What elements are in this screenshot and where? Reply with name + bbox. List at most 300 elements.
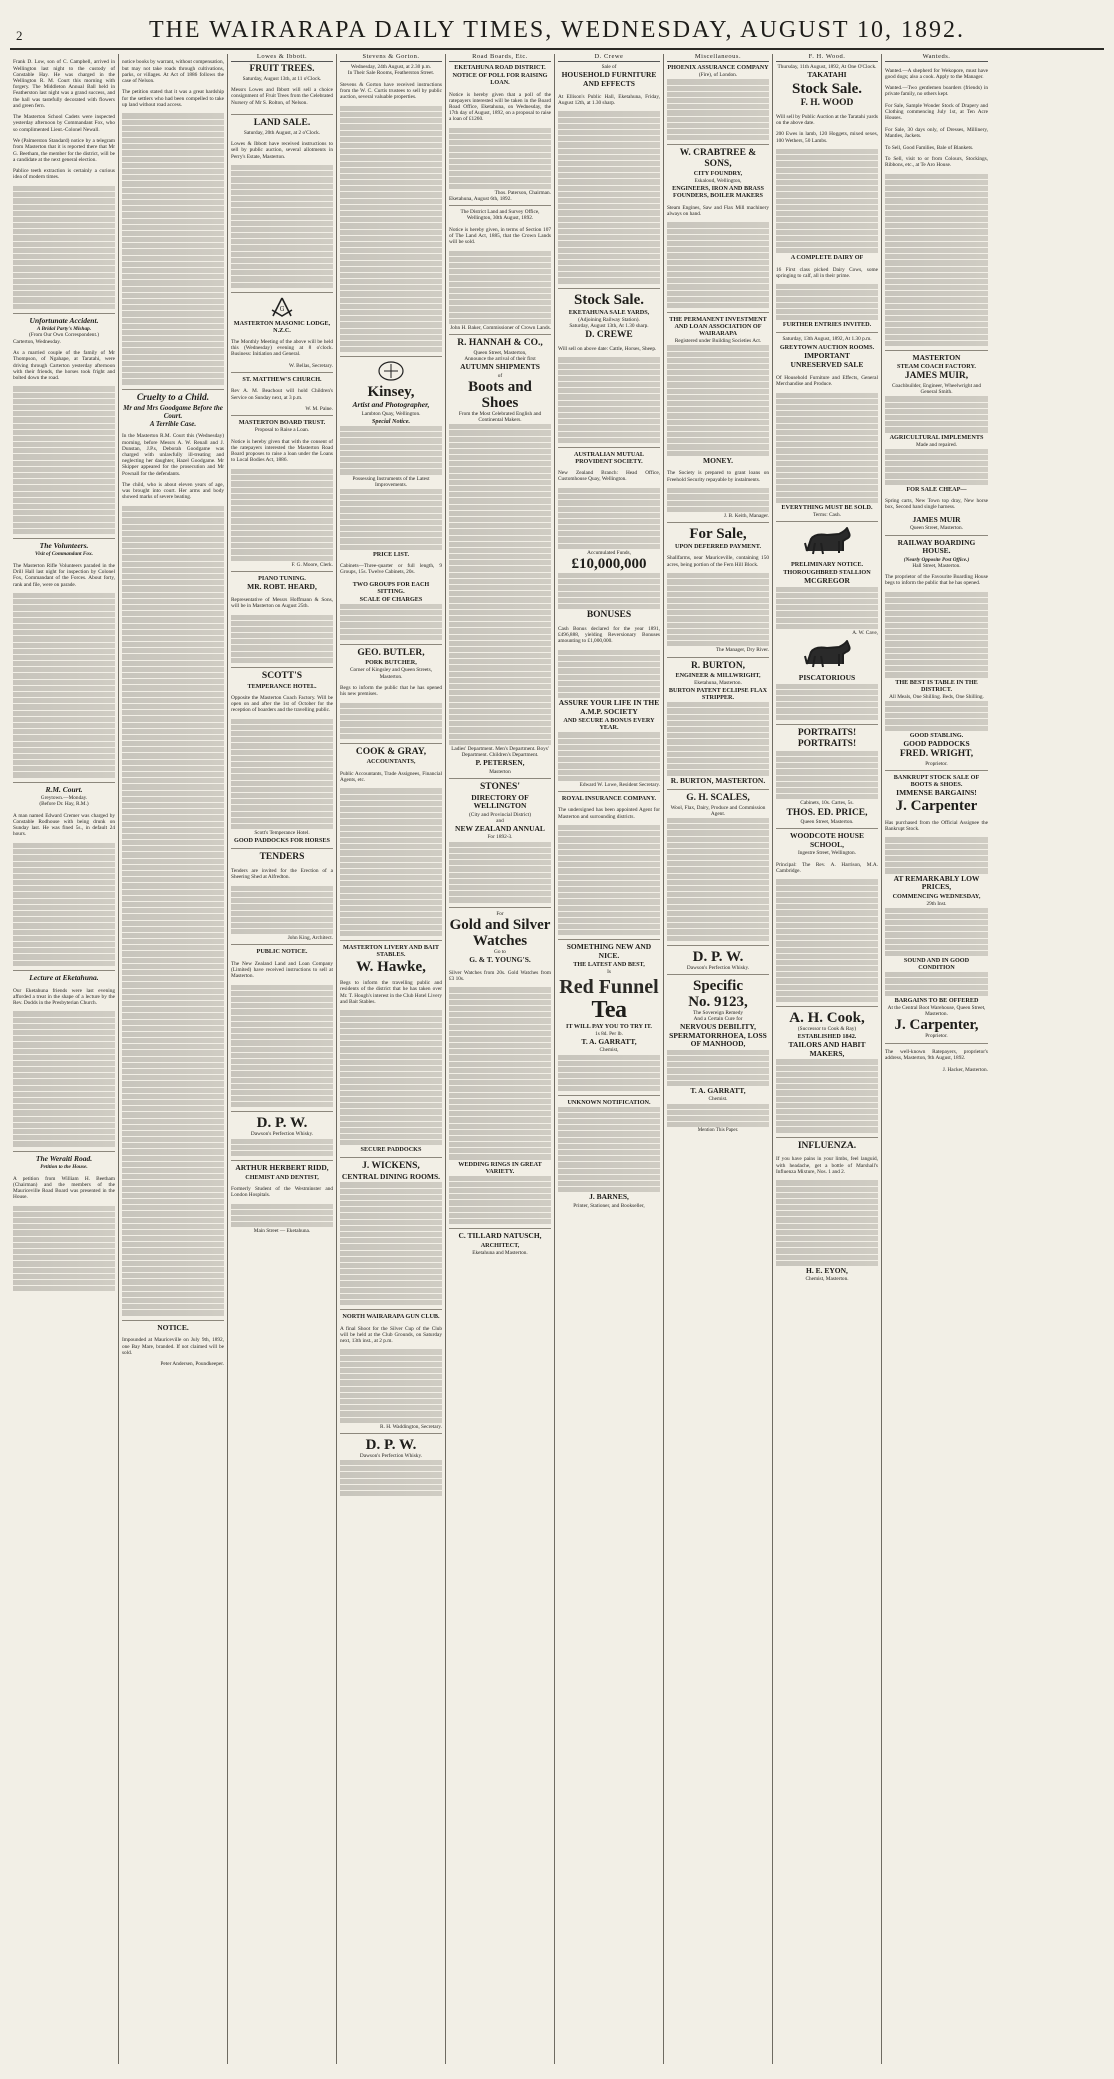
watches-ad [449,911,551,1230]
ad-text: Notice is hereby given that with the consent of the ratepayers interested the Masterton Road Board proposes to raise a loan under the Loans to Local Bodies Act, 1886. [231,438,333,464]
ad-text: Of Household Furniture and Effects, General Merchandise and Produce. [776,374,878,388]
ad-heading: STONES' [480,782,520,793]
ad-text: Notice is hereby given, in terms of Section 107 of The Land Act, 1885, that the Crown Lands will be sold. [449,226,551,246]
ad-rings: WEDDING RINGS IN GREAT VARIETY. [458,1160,542,1175]
ad-heading: PUBLIC NOTICE. [256,948,308,956]
column-heading: D. Crewe [558,54,660,62]
article-heading: Unfortunate Accident. [29,315,99,325]
ad-special: Special Notice. [371,418,411,426]
article-subheading: Visit of Commandant Fox. [35,551,93,558]
ad-bargains: IMMENSE BARGAINS! [896,787,977,797]
ad-text: The New Zealand Land and Loan Company (Limited) have received instructions to sell at Masterton. [231,960,333,980]
ad-heading: D. P. W. [692,948,744,965]
ad-signature: W. M. Paine. [305,406,333,413]
influenza-ad [776,1141,878,1286]
ad-is: Is [607,969,611,976]
ad-subheading: CITY FOUNDRY, [693,170,743,178]
ad-table: THE BEST IS TABLE IN THE DISTRICT. [895,678,978,693]
ad-heading: WOODCOTE HOUSE SCHOOL, [790,831,864,849]
ad-subheading: UNRESERVED SALE [790,360,864,370]
ad-heading: ROYAL INSURANCE COMPANY. [561,795,657,803]
ad-subheading-2: (Adjoining Railway Station). [578,316,640,323]
ad-address-2: Masterton [489,768,511,775]
ad-mention: Mention This Paper. [697,1128,739,1134]
ad-horse-name-2: PISCATORIOUS [798,673,856,683]
news-block [13,59,115,313]
article-text: Our Eketahuna friends were last evening afforded a treat in the shape of a lecture by the Rev. Dodds in the Presbyterian Church. [13,987,115,1006]
ad-heading: A. H. Cook, [789,1010,865,1027]
ad-heading: MASTERTON MASONIC LODGE, N.Z.C. [233,319,331,334]
ad-paddocks: GOOD PADDOCKS FOR HORSES [234,837,330,845]
ad-text: Dawson's Perfection Whisky. [250,1131,314,1138]
ad-heading: PIANO TUNING. [258,575,306,582]
ad-name: FRED. WRIGHT, [899,749,974,760]
ad-for: For [496,910,504,917]
ad-subheading: STEAM COACH FACTORY. [897,363,976,371]
article-subheading: Petition to the House. [40,1164,88,1171]
ad-year: For 1892-3. [487,834,513,841]
ad-text: Opposite the Masterton Coach Factory. Will be open on and after the 1st of October for the reception of boarders and the travelling public. [231,694,333,714]
dpw-ad-3 [667,949,769,975]
news-note: The Masterton School Cadets were inspected yesterday afternoon by Commandant Fox, who so complimented Lieut.-Colonel Newall. [13,114,115,133]
crewe-stock-sale-ad [558,292,660,448]
article-dateline: Greytown.—Monday. [40,795,88,802]
ad-date: Saturday, August 13th, At 1.30 sharp. [569,322,649,329]
ad-assure-sub: AND SECURE A BONUS EVERY YEAR. [563,717,655,732]
ad-date: Saturday, 20th August, at 2 o'Clock. [243,129,321,136]
weraiti-road-article [13,1155,115,1296]
column-5 [446,54,555,2064]
notice-signature: Peter Andersen, Poundkeeper. [160,1361,224,1368]
ad-paddocks: GOOD PADDOCKS [903,738,970,748]
ad-subheading: ENGINEER & MILLWRIGHT, [675,672,761,680]
ad-price: 1s 8d. Per lb. [595,1030,623,1037]
ad-address: Queen Street, Masterton. [800,819,854,826]
ad-of: of [497,372,503,379]
gun-club-ad [340,1313,442,1434]
ad-date: Saturday, August 13th, at 11 o'Clock. [242,75,322,82]
ad-heading: COOK & GRAY, [355,746,427,757]
ad-go: Go to [494,948,506,955]
article-source: (Before Dr. Hay, R.M.) [39,801,89,808]
article-heading: The Weraiti Road. [35,1153,93,1163]
permanent-investment-ad [667,316,769,523]
ad-prices: Cabinets, 10s. Cartes, 5s. [800,800,854,807]
news-text: notice books by warrant, without compensation, but may not take roads through cultivations, parks, or villages. At Act of 1886 follows the case of Nelson. [122,59,224,84]
article-text: The child, who is about eleven years of age, was brought into court. Her arms and body showed marks of severe beating. [122,482,224,501]
railway-boarding-house-ad [885,539,988,771]
fruit-trees-ad [231,64,333,115]
notice-text: Impounded at Mauriceville on July 9th, 1892, one Bay Mare, branded. If not claimed will be sold. [122,1337,224,1356]
ad-text: The Society is prepared to grant loans on Freehold Security repayable by instalments. [667,470,769,483]
ad-heading: W. CRABTREE & SONS, [679,148,757,169]
ad-established: ESTABLISHED 1842. [797,1033,857,1041]
ad-heading: ST. MATTHEW'S CHURCH. [242,376,322,384]
bankrupt-stock-ad [885,774,988,1044]
columns [10,54,1104,2064]
ad-subheading: PORK BUTCHER, [365,659,417,667]
ad-subheading: UPON DEFERRED PAYMENT. [675,543,761,551]
ad-subheading: (Nearly Opposite Post Office.) [903,556,970,563]
ad-heading: D. P. W. [365,1436,417,1453]
ad-heading: Stock Sale. [573,291,644,308]
ad-text: Will sell by Public Auction at the Taratahi yards on the above date. [776,113,878,126]
horse-icon [799,638,855,672]
ad-subheading: NOTICE OF POLL FOR RAISING LOAN. [452,72,548,87]
ad-text: Tenders are invited for the Erection of a Sheering Shed at Alfredton. [231,868,333,881]
ad-paddocks: SECURE PADDOCKS [360,1146,422,1154]
ad-subheading: TEMPERANCE HOTEL. [247,682,317,690]
ad-text: Formerly Student of the Westminster and London Hospitals. [231,1186,333,1199]
ad-heading: LAND SALE. [253,118,311,129]
ad-dairy-text: 16 First class picked Dairy Cows, some springing to calf, all in their prime. [776,266,878,279]
ad-address: Hall Street, Masterton. [912,562,961,569]
ad-name: THOS. ED. PRICE, [786,807,868,818]
ad-location: GREYTOWN AUCTION ROOMS. [779,343,875,351]
ad-product: BURTON PATENT ECLIPSE FLAX STRIPPER. [668,687,768,702]
article-heading: Cruelty to a Child. [136,392,210,403]
ad-address: Lambton Quay, Wellington. [361,410,421,417]
ad-heading: J. WICKENS, [362,1161,420,1172]
woodcote-school-ad [776,832,878,1007]
ad-signature: JAMES MUIR [912,514,961,524]
ad-heading: BANKRUPT STOCK SALE OF BOOTS & SHOES. [893,773,980,788]
column-heading: Road Boards, Etc. [449,54,551,62]
ad-subheading: Ingestre Street, Wellington. [797,850,857,857]
ad-further: FURTHER ENTRIES INVITED. [782,321,872,329]
column-8 [773,54,882,2064]
column-heading: Miscellaneous. [667,54,769,62]
ad-heading: INFLUENZA. [797,1140,857,1151]
wanted-ad: To Sell, Good Families, Bale of Blankets. [885,144,974,151]
ad-text: The undersigned has been appointed Agent for Masterton and surrounding districts. [558,807,660,820]
column-7 [664,54,773,2064]
news-block [122,59,224,389]
portraits-ad [776,728,878,829]
ad-commencing: COMMENCING WEDNESDAY, [892,892,981,900]
ad-bargains-2: BARGAINS TO BE OFFERED [894,996,979,1004]
ad-meals: All Meals, One Shilling. Beds, One Shilling. [889,693,984,700]
land-sale-ad [231,118,333,293]
ad-text: If you have pains in your limbs, feel languid, with headache, get a bottle of Marshall's Influenza Mixture, Nos. 1 and 2. [776,1156,878,1175]
ad-name: JAMES MUIR, [904,371,969,382]
ad-trade: TAILORS AND HABIT MAKERS, [788,1040,866,1058]
ad-heading: HOUSEHOLD FURNITURE AND EFFECTS [561,70,657,88]
ad-notice: PRELIMINARY NOTICE. [790,561,864,569]
ad-subheading: CHEMIST AND DENTIST, [245,1173,319,1181]
ad-name: G. & T. YOUNG'S. [469,954,531,964]
masonic-ad [231,296,333,373]
ad-chemist: T. A. GARRATT, [690,1085,746,1095]
article-heading: The Volunteers. [39,540,89,550]
ad-text: The proprietor of the Favourite Boarding House begs to inform the public that he has opened. [885,574,988,587]
ad-heading-2: PORTRAITS! [797,739,857,750]
royal-insurance-ad [558,795,660,940]
ad-text: At Ellison's Public Hall, Eketahuna, Friday, August 12th, at 1.30 sharp. [558,93,660,106]
ad-heading: AUSTRALIAN MUTUAL PROVIDENT SOCIETY. [574,450,644,465]
article-text: The Masterton Rifle Volunteers paraded in the Drill Hall last night for inspection by Colonel Fox, Commandant of the Forces. About forty, rank and file, were on parade. [13,562,115,588]
newspaper-title: THE WAIRARAPA DAILY TIMES, WEDNESDAY, AUGUST 10, 1892. [148,17,966,43]
article-text: A man named Edward Cremer was charged by Constable Rodhouse with being drunk on Sunday last. He was fined 5s., in default 24 hours. [13,812,115,838]
livery-stables-ad [340,944,442,1159]
ad-signature: Edward W. Lowe, Resident Secretary. [579,781,660,788]
ad-address: Queen Street, Masterton. [910,525,963,532]
tender-ad [231,852,333,945]
ad-low-prices: AT REMARKABLY LOW PRICES, [893,873,980,892]
wanted-ad: For Sale, Sample Wonder Stock of Drapery and Clothing commencing July 1st, at Ten Acre Houses. [885,102,988,122]
notice-signature: J. Hacker, Masterton. [942,1066,988,1073]
ad-subheading: Registered under Building Societies Act. [674,338,762,345]
ad-bonuses: BONUSES [586,610,632,621]
ad-proprietor: Proprietor. [925,1033,948,1040]
ad-implements: AGRICULTURAL IMPLEMENTS [889,433,984,441]
temperance-hotel-ad [231,671,333,849]
ad-subheading: EKETAHUNA SALE YARDS, [568,308,650,316]
ad-signature: Thos. Paterson, Chairman. [494,189,551,196]
ad-bonus-text: Cash Bonus declared for the year 1891, £496,888, yielding Reversionary Bonuses amounting to £1,000,000. [558,625,660,645]
eketahuna-road-ad [449,64,551,206]
ad-text: Principal: The Rev. A. Harrison, M.A. Cambridge. [776,861,878,874]
column-9 [882,54,991,2064]
ad-text: Silver Watches from 20s. Gold Watches from £3 10s. [449,969,551,982]
article-subheading-2: A Terrible Case. [149,420,197,429]
ad-heading: Gold and Silver [449,916,551,933]
ad-heading: TAKATAHI [807,70,847,80]
ad-for-sale: FOR SALE CHEAP— [906,485,967,493]
ad-name: J. BARNES, [589,1192,629,1202]
ad-subheading: Proposal to Raise a Loan. [254,427,310,434]
ad-address: Eketahuna, Masterton. [694,680,742,687]
volunteers-article [13,542,115,783]
ad-stabling: GOOD STABLING. [909,731,964,739]
article-subheading: Mr and Mrs Goodgame Before the Court. [123,404,223,421]
ad-heading: UNKNOWN NOTIFICATION. [567,1098,651,1106]
ad-must-sell: EVERYTHING MUST BE SOLD. [781,504,873,511]
ad-subheading: ACCOUNTANTS, [366,758,416,766]
stevens-gorton-ad [340,64,442,357]
ad-signature: P. PETERSEN, [475,758,525,768]
cruelty-article [122,393,224,1321]
ad-heading: SOMETHING NEW AND NICE. [566,942,652,960]
ad-proprietor: Proprietor. [925,760,948,767]
amp-society-ad [558,451,660,792]
ad-text: Begs to inform the public that he has opened his new premises. [340,685,442,698]
wanted-ads [885,68,988,351]
ad-price-text: Cabinets—Three-quarter or full length, 9 Groups, 15s. Twelve Cabinets, 20s. [340,563,442,576]
ad-warehouse: At the Central Boot Warehouse, Queen Street, Masterton. [887,1004,986,1018]
ad-text: Dawson's Perfection Whisky. [686,964,750,971]
lecture-article [13,974,115,1152]
ad-address: Wellington, 30th August, 1892. [466,215,534,222]
svg-text:G: G [279,305,285,313]
red-funnel-tea-ad [558,943,660,1095]
ad-text: Begs to inform the travelling public and residents of the district that he has taken over Mr. T. Hough's interest in the Club Hotel Livery and Bait Stables. [340,980,442,1005]
ad-funds-label: Accumulated Funds, [587,549,631,556]
ad-address: Eketahuna and Masterton. [472,1249,528,1256]
ad-chemist: T. A. GARRATT, [581,1036,637,1046]
loan-ad [231,419,333,572]
ad-commencing-date: 29th Inst. [926,900,947,907]
article-dateline: Carterton, Wednesday. [13,338,61,345]
ad-name: MR. ROBT. HEARD, [247,582,317,591]
ad-headline: AUTUMN SHIPMENTS [460,362,540,372]
ad-address: Main Street — Eketahuna. [253,1228,311,1235]
ad-heading: FRUIT TREES. [249,64,315,75]
specific-remedy-ad [667,978,769,1138]
ad-heading: EKETAHUNA ROAD DISTRICT. [454,64,546,72]
ad-trade: Chemist, Masterton. [805,1276,849,1283]
ad-heading: TENDERS [259,852,305,863]
wanted-ad: Wanted.—A shepherd for Wekopore, must have good dogs; also a cook. Apply to the Manager. [885,67,988,80]
ad-text-2: From the Most Celebrated English and Continental Makers. [458,410,542,423]
ad-signature: John H. Baker, Commissioner of Crown Lands. [450,324,551,331]
ad-heading: RAILWAY BOARDING HOUSE. [897,537,976,556]
ad-stock-list: 200 Ewes in lamb, 120 Hoggets, mixed sexes, 100 Wethers, 50 Lambs. [776,131,878,144]
article-heading: R.M. Court. [45,784,83,794]
ad-subheading: Watches [472,932,528,949]
ad-chemist-sub: Chemist. [708,1096,728,1103]
ad-text: New Zealand Branch: Head Office, Customhouse Quay, Wellington. [558,470,660,483]
ad-date: Eketahuna, August 6th, 1892. [449,195,512,202]
ad-heading: Kinsey, [367,384,415,401]
news-note: Pablice teeth extraction is certainly a curious idea of modern times. [13,168,115,181]
ad-trade: Coachbuilder, Engineer, Wheelwright and General Smith. [891,382,982,396]
ad-name: F. H. WOOD [800,97,854,108]
ad-trade: Printer, Stationer, and Bookseller, [573,1202,645,1209]
ad-text: A final Shoot for the Silver Cup of the Club will be held at the Club Grounds, on Saturday next, 13th inst., at 2 p.m. [340,1325,442,1344]
st-matthews-ad [231,376,333,416]
ad-money: MONEY. [703,455,733,465]
ad-name: H. E. EYON, [806,1265,848,1275]
ad-heading: MASTERTON LIVERY AND BAIT STABLES. [342,943,439,958]
natusch-ad [449,1232,551,1259]
ad-subheading: DIRECTORY OF WELLINGTON [471,792,529,811]
ad-name-2: J. Carpenter, [894,1017,979,1034]
ad-subheading-2: (City and Provincial District) [469,811,531,818]
news-text: The petition stated that it was a great hardship for the settlers who had been compelled to take up land without road access. [122,89,224,108]
ad-subheading: The Sovereign Remedy [692,1009,743,1016]
ad-heading: The District Land and Survey Office, [460,209,540,216]
ad-assure: ASSURE YOUR LIFE IN THE A.M.P. SOCIETY [558,698,660,716]
ad-signature: R. H. Waddington, Secretary. [380,1423,442,1430]
ad-text: Dawson's Perfection Whisky. [359,1452,423,1459]
ad-sale: Sale of [601,64,617,71]
ad-date: Saturday, 13th August, 1892, At 1.30 p.m. [782,336,872,343]
steam-coach-factory-ad [885,354,988,536]
ad-heading: IMPORTANT [804,350,850,360]
ad-condition: SOUND AND IN GOOD CONDITION [903,957,970,972]
ad-funds-amount: £10,000,000 [571,556,647,573]
ad-name: J. Carpenter [895,798,978,815]
ad-heading: PORTRAITS! [797,727,857,738]
ad-heading: SCOTT'S [261,671,303,681]
stones-directory-ad [449,782,551,907]
ad-signature: John King, Architect. [287,935,333,942]
horse-icon [799,525,855,559]
ad-heading: GEO. BUTLER, [357,647,425,658]
ad-text: Notice is hereby given that a poll of the ratepayers interested will be taken in the Board Road Office, Eketahuna, on Wednesday, the 17th day of August, 1892, on a proposal to raise a loan of £1260. [449,91,551,123]
butler-ad [340,648,442,744]
ad-implements-text: Made and repaired. [915,441,958,448]
news-text: Frank D. Low, son of C. Campbell, arrived in Wellington last night to the custody of Constable Hay. He was charged in the Wellington R. M. Court this morning with forgery. The Middleton Annual Ball held in Featherston last night was a grand success, and the hall was tastefully decorated with flowers and green fern. [13,59,115,109]
ad-signature: W. Bellas, Secretary. [288,362,333,369]
article-subheading: A Bridal Party's Mishap. [36,326,92,333]
ad-name: D. CREWE [585,330,633,341]
kinsey-ad [340,360,442,645]
wanted-ad: To Sell, visit to or from Colours, Stockings, Ribbons, etc., at Te Aro House. [885,156,988,169]
ad-signature: F. G. Moore, Clerk. [291,561,333,568]
ad-heading: D. P. W. [256,1115,308,1132]
ad-text: Will sell on above date: Cattle, Horses, Sheep. [558,345,657,352]
masthead [10,10,1104,50]
ad-and: and [496,817,504,824]
ad-text: Representative of Messrs Hoffmann & Sons, will be in Masterton on August 25th. [231,596,333,609]
article-heading: Lecture at Eketahuna. [29,972,99,982]
ad-date: Thursday, 11th August, 1892, At One O'Clock. [777,64,877,71]
notice-heading: NOTICE. [157,1322,189,1332]
column-heading: Wanteds. [885,54,988,62]
ad-subheading: Stock Sale. [791,80,862,97]
ad-heading: NORTH WAIRARAPA GUN CLUB. [342,1313,440,1321]
ad-heading: ARTHUR HERBERT RIDD, [235,1163,329,1173]
ad-signature: A. W. Cave, [852,630,878,637]
ad-number: No. 9123, [688,993,748,1010]
ad-heading: THE PERMANENT INVESTMENT AND LOAN ASSOCIATION OF WAIRARAPA [669,316,767,338]
column-heading: Lowes & Ibbott. [231,54,333,62]
ad-heading: For Sale, [689,526,747,543]
ad-for: And a Certain Cure for [693,1016,743,1023]
closing-notice [885,1049,988,1076]
ad-address: Queen Street, Masterton, [473,349,527,356]
piano-ad [231,575,333,668]
ad-ailments: NERVOUS DEBILITY, SPERMATORRHOEA, LOSS OF MANHOOD, [669,1022,767,1049]
ad-text: IT WILL PAY YOU TO TRY IT. [566,1022,652,1030]
ad-subheading: (Fire), of London. [698,72,738,79]
ad-product: Tea [591,996,627,1023]
wickens-ad [340,1161,442,1310]
ad-departments: Ladies' Department. Men's Department. Boys' Department. Children's Department. [451,745,549,759]
ad-text: Stevens & Gorton have received instructions from the W. C. Curtis trustees to sell by public auction, several valuable properties. [340,81,442,101]
lands-office-ad [449,209,551,335]
ad-date: Wednesday, 24th August, at 2.30 p.m. [350,64,432,71]
crest-icon [376,360,406,382]
notice-block [122,1324,224,1371]
ad-heading: THOROUGHBRED STALLION [783,569,871,577]
ad-name: W. Hawke, [356,958,426,975]
greytown-sale-ad [776,336,878,522]
article-source: (From Our Own Correspondent.) [28,332,100,339]
article-text: In the Masterton R.M. Court this (Wednesday) morning, before Messrs A. W. Renall and J. Dunstan, J.P.s, Deborah Goodgame was charged with unlawfully ill-treating and neglecting her daughter, Hazel Goodgame. Mr Skipper appeared for the prosecution and Mr Pownall for the defendants. [122,433,224,477]
ad-almanac: NEW ZEALAND ANNUAL [455,823,545,833]
ad-signature: The Manager, Dry River. [715,647,769,654]
chemist-ad [231,1164,333,1237]
burton-ad [667,661,769,790]
cook-gray-ad [340,747,442,941]
ad-scale: SCALE OF CHARGES [359,595,423,603]
column-1 [10,54,119,2064]
ad-heading: R. HANNAH & CO., [457,338,543,349]
takatahi-stock-sale-ad [776,64,878,333]
dpw-ad-2 [340,1437,442,1500]
ad-subheading: THE LATEST AND BEST, [573,961,645,969]
ad-groups: TWO GROUPS FOR EACH SITTING. [352,580,430,595]
ad-subheading: ARCHITECT, [480,1241,520,1249]
barnes-ad [558,1099,660,1212]
column-3 [228,54,337,2064]
for-sale-ad [667,526,769,657]
ad-heading: R. BURTON, [690,660,746,671]
crewe-furniture-ad [558,64,660,288]
